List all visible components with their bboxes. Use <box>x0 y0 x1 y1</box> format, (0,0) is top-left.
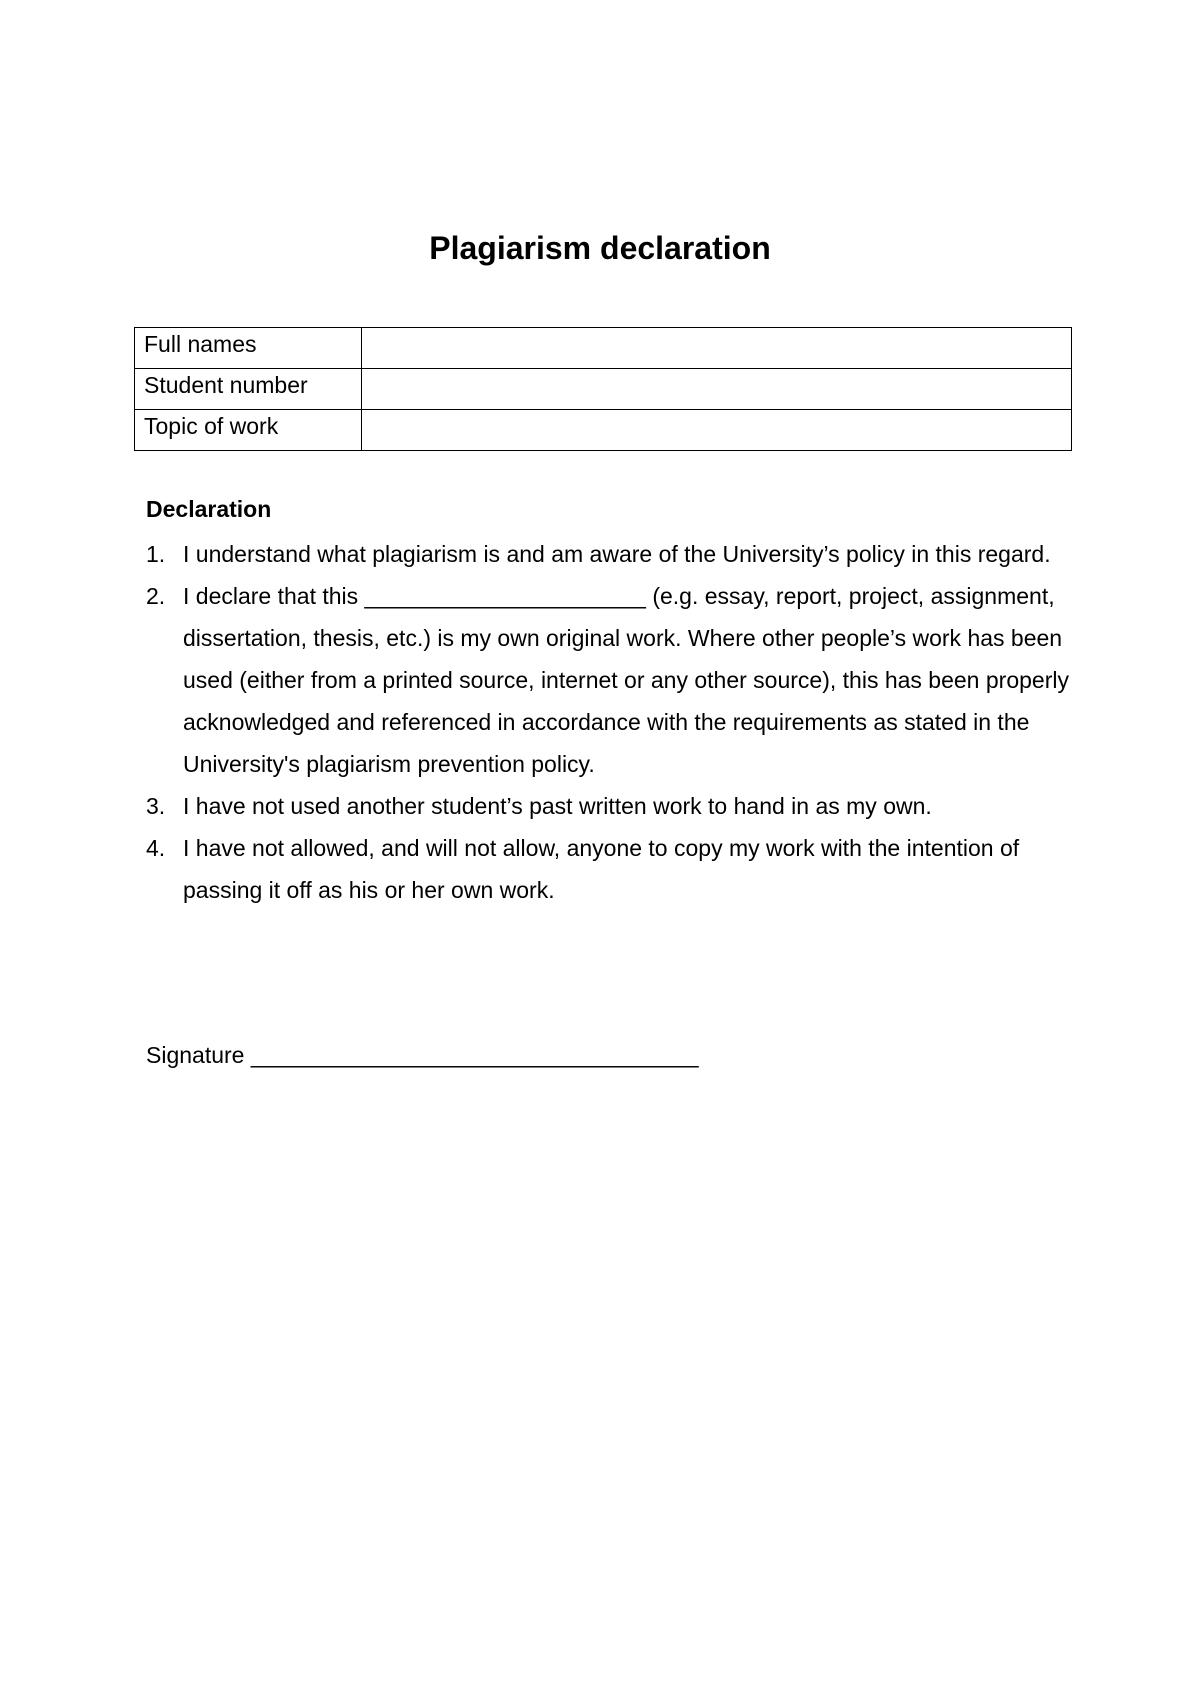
list-item-text: I have not allowed, and will not allow, anyone to copy my work with the intention of passing it off as his or her own work. <box>183 835 1020 903</box>
list-item-text: I have not used another student’s past written work to hand in as my own. <box>183 793 932 819</box>
topic-of-work-field[interactable] <box>362 410 1072 451</box>
signature-line: Signature ___________________________________ <box>146 1042 699 1068</box>
list-item-number: 4. <box>146 835 166 861</box>
topic-of-work-label: Topic of work <box>135 410 362 451</box>
list-item-number: 2. <box>146 583 166 609</box>
full-names-field[interactable] <box>362 328 1072 369</box>
list-item-number: 3. <box>146 793 166 819</box>
table-row <box>135 410 1072 451</box>
table-row <box>135 369 1072 410</box>
full-names-label: Full names <box>135 328 362 369</box>
student-number-label: Student number <box>135 369 362 410</box>
list-item <box>146 827 1076 911</box>
list-item <box>146 785 1076 827</box>
declaration-list <box>146 533 1076 911</box>
list-item-text: I declare that this ______________________ (e.g. essay, report, project, assignment, dissertation, thesis, etc.) is my own original work. Where other people’s work has been used (either from a printed source, internet or any other source), this has been properly acknowledged and referenced in accordance with the requirements as stated in the University's plagiarism prevention policy. <box>183 583 1069 777</box>
student-number-field[interactable] <box>362 369 1072 410</box>
list-item <box>146 533 1076 575</box>
list-item-text: I understand what plagiarism is and am aware of the University’s policy in this regard. <box>183 541 1051 567</box>
student-info-table <box>134 327 1072 451</box>
page-title: Plagiarism declaration <box>429 230 771 266</box>
table-row <box>135 328 1072 369</box>
declaration-heading: Declaration <box>146 496 272 522</box>
list-item-number: 1. <box>146 541 166 567</box>
list-item <box>146 575 1076 785</box>
